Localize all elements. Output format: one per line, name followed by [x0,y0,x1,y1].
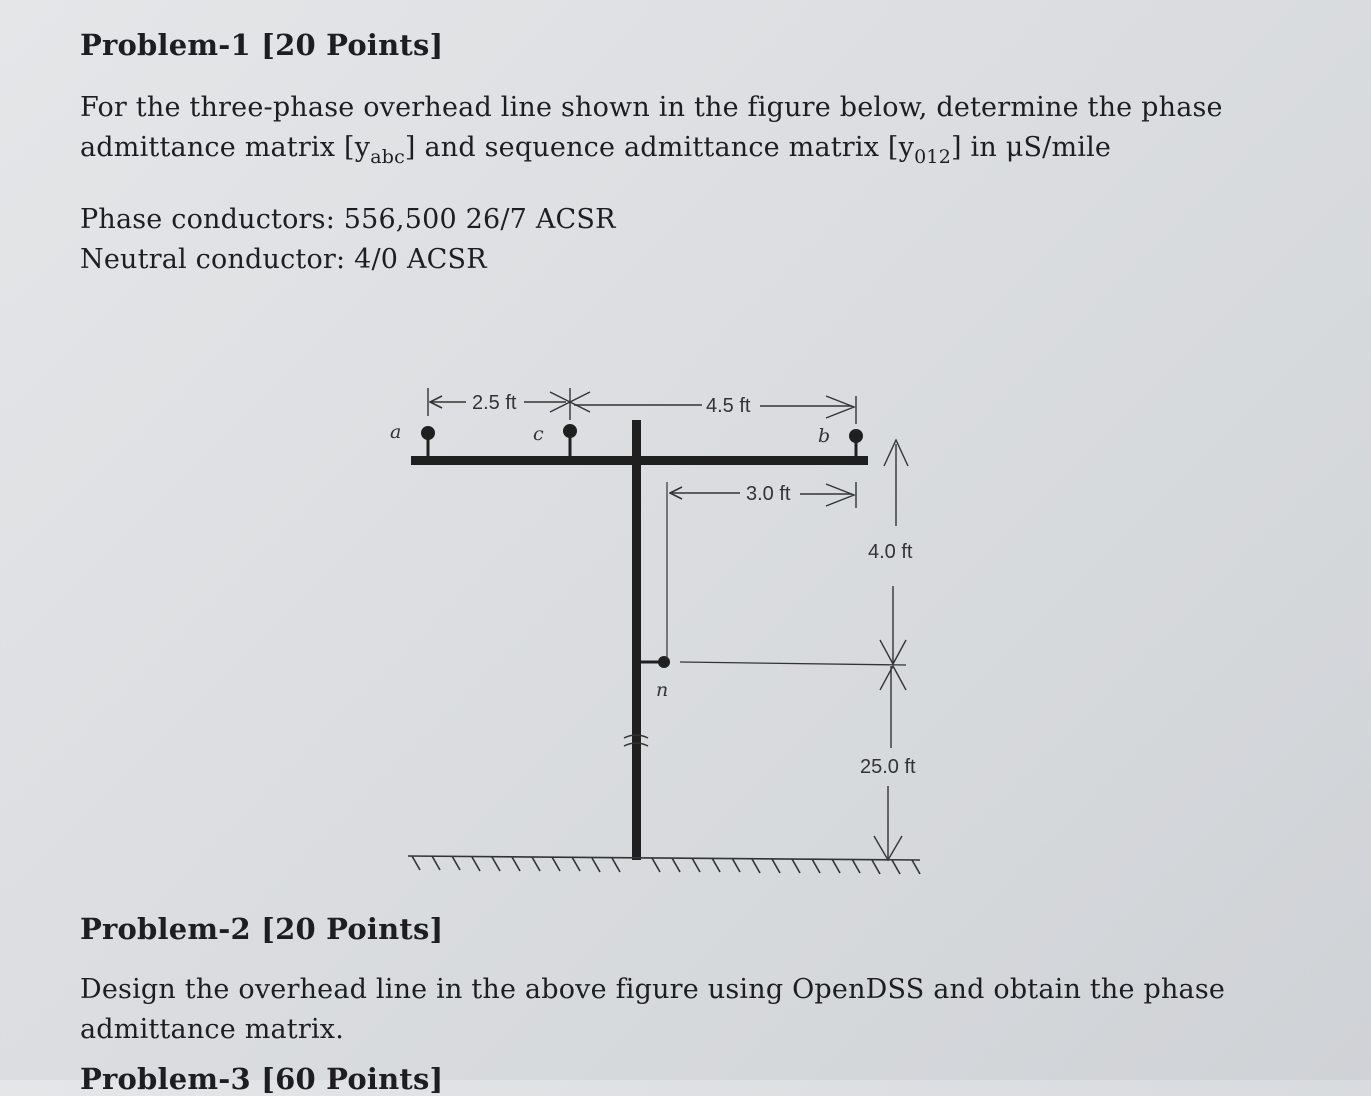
phase-conductors-spec: Phase conductors: 556,500 26/7 ACSR [80,204,616,235]
label-b: b [818,425,831,447]
conductor-b [849,429,863,456]
problem2-title: Problem-2 [20 Points] [80,912,444,946]
dimension-2-5ft [428,388,590,420]
dim-text-3-0ft: 3.0 ft [746,483,791,505]
statement-line2-part-a: admittance matrix [y [80,132,371,163]
dim-text-2-5ft: 2.5 ft [472,392,517,414]
problem3-title-partial: Problem-3 [60 Points] [80,1062,444,1096]
neutral-conductor-spec: Neutral conductor: 4/0 ACSR [80,244,487,275]
subscript-abc: abc [370,146,405,168]
neutral-conductor [641,656,670,668]
dimension-4-5ft [574,395,856,424]
conductor-a [421,426,435,456]
problem1-title: Problem-1 [20 Points] [80,28,444,62]
dim-text-4-0ft: 4.0 ft [868,541,913,563]
dimension-4-0ft [868,440,913,664]
statement-line2-part-b: ] and sequence admittance matrix [y [404,132,915,163]
neutral-height-reference-line [680,662,906,665]
problem2-statement-line2: admittance matrix. [80,1014,344,1045]
pole [632,420,641,860]
problem1-statement-line1: For the three-phase overhead line shown in the figure below, determine the phase [80,92,1223,123]
problem2-statement-line1: Design the overhead line in the above figure using OpenDSS and obtain the phase [80,974,1226,1005]
ground-line [408,856,920,874]
problem2-statement [80,970,1240,1050]
dimension-3-0ft [667,482,856,660]
dim-text-25-0ft: 25.0 ft [860,756,916,778]
label-a: a [390,421,402,443]
label-c: c [533,423,544,445]
dim-text-4-5ft: 4.5 ft [706,395,751,417]
conductor-c [563,424,577,456]
label-n: n [656,679,669,701]
statement-line2-part-c: ] in μS/mile [951,132,1112,163]
dimension-25-0ft [860,666,916,860]
subscript-012: 012 [914,146,951,168]
